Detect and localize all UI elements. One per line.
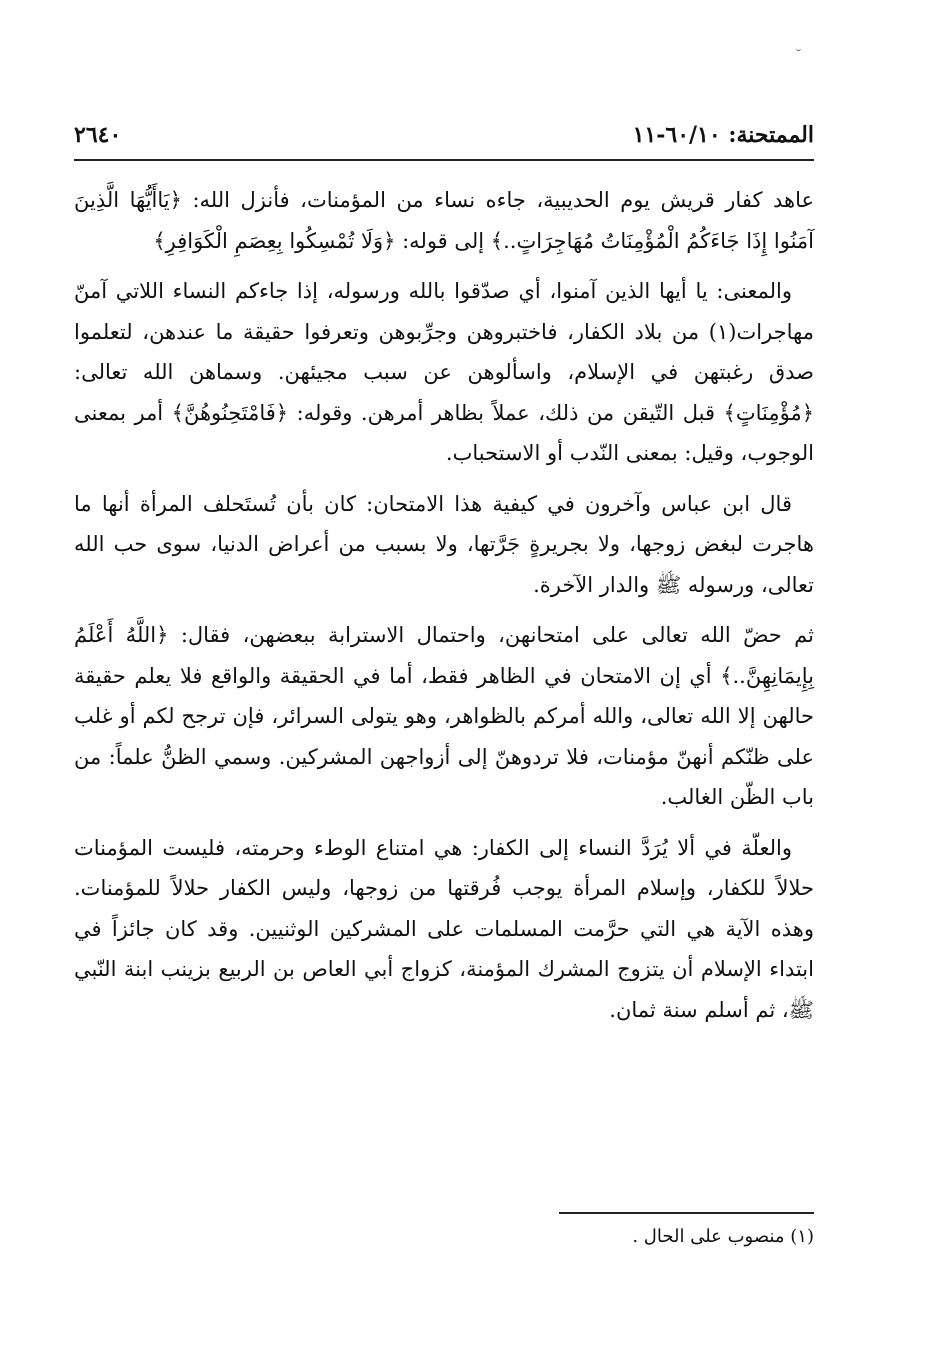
footnote: (١) منصوب على الحال . <box>632 1226 814 1247</box>
page-header <box>74 122 814 152</box>
paragraph-5: والعلّة في ألا يُرَدَّ النساء إلى الكفار: هي امتناع الوطء وحرمته، فليست المؤمنات حلالاً للكفار، وإسلام المرأة يوجب فُرقتها من زوجها، وليس الكفار حلالاً للمؤمنات. وهذه الآية هي التي حرَّمت المسلمات على المشركين الوثنيين. وقد كان جائزاً في ابتداء الإسلام أن يتزوج المشرك المؤمنة، كزواج أبي العاص بن الربيع بزينب ابنة النّبي ﷺ، ثم أسلم سنة ثمان. <box>74 835 814 1022</box>
paragraph-2: والمعنى: يا أيها الذين آمنوا، أي صدّقوا بالله ورسوله، إذا جاءكم النساء اللاتي آمنّ مهاجرات(١) من بلاد الكفار، فاختبروهن وجرِّبوهن وتعرفوا حقيقة ما عندهن، لتعلموا صدق رغبتهن في الإسلام، واسألوهن عن سبب مجيئهن. وسماهن الله تعالى: ﴿مُؤْمِنَاتٍ﴾ قبل التّيقن من ذلك، عملاً بظاهر أمرهن. وقوله: ﴿فَامْتَحِنُوهُنَّ﴾ أمر بمعنى الوجوب، وقيل: بمعنى النّدب أو الاستحباب. <box>74 279 814 465</box>
paragraph-4: ثم حضّ الله تعالى على امتحانهن، واحتمال الاسترابة ببعضهن، فقال: ﴿اللَّهُ أَعْلَمُ بِإِيمَانِهِنَّ..﴾ أي إن الامتحان في الظاهر فقط، أما في الحقيقة والواقع فلا يعلم حقيقة حالهن إلا الله تعالى، والله أمركم بالظواهر، وهو يتولى السرائر، فإن ترجح لكم أو غلب على ظنّكم أنهنّ مؤمنات، فلا تردوهنّ إلى أزواجهن المشركين. وسمي الظنُّ علماً: من باب الظّن الغالب. <box>74 623 814 809</box>
header-divider <box>74 159 814 161</box>
paragraph-3: قال ابن عباس وآخرون في كيفية هذا الامتحان: كان بأن تُستَحلف المرأة أنها ما هاجرت لبغض زوجها، ولا بجريرةٍ جَرَّتها، ولا بسبب من أعراض الدنيا، سوى حب الله تعالى، ورسوله ﷺ والدار الآخرة. <box>74 491 814 597</box>
main-text <box>74 180 814 1040</box>
scan-speck: ˘ <box>795 48 802 64</box>
paragraph-1: عاهد كفار قريش يوم الحديبية، جاءه نساء من المؤمنات، فأنزل الله: ﴿يَاأَيُّهَا الَّذِينَ آمَنُوا إِذَا جَاءَكُمُ الْمُؤْمِنَاتُ مُهَاجِرَاتٍ..﴾ إلى قوله: ﴿وَلَا تُمْسِكُوا بِعِصَمِ الْكَوَافِرِ﴾ <box>74 188 814 253</box>
footnote-divider <box>559 1212 814 1214</box>
page-number: ٢٦٤٠ <box>74 122 122 148</box>
surah-reference: الممتحنة: ٦٠/١٠-١١ <box>632 122 814 148</box>
